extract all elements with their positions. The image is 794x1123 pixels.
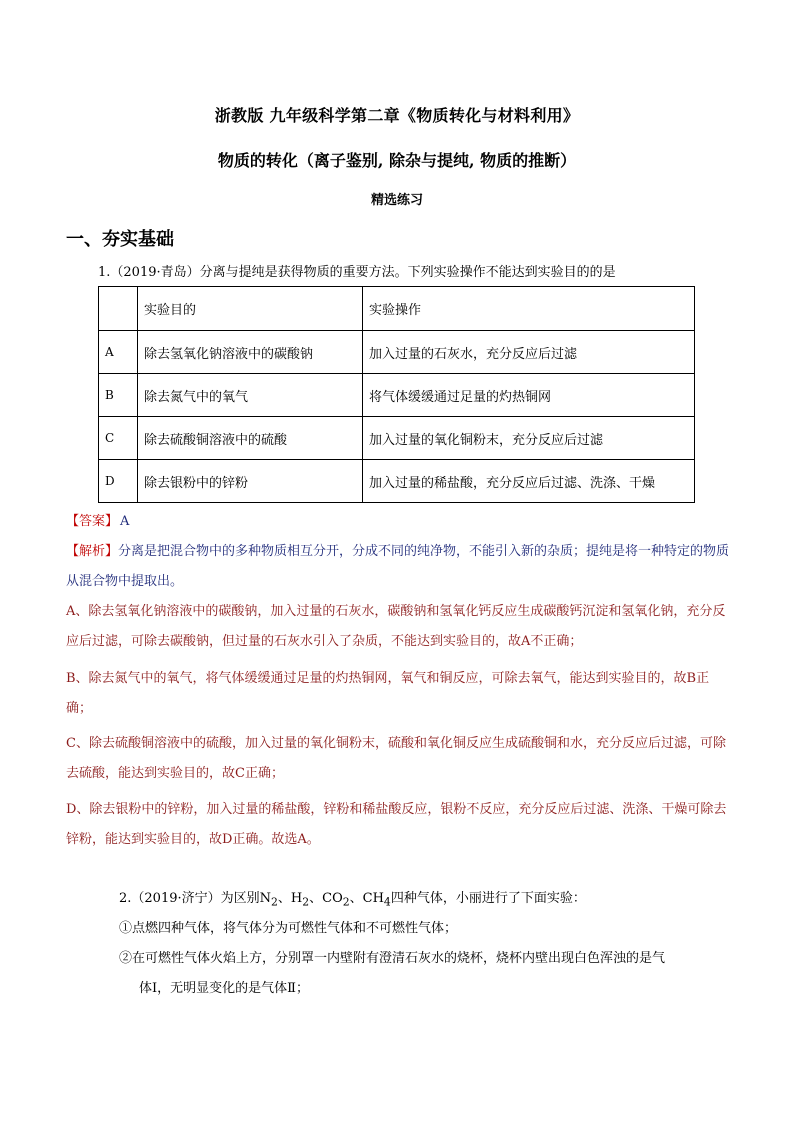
document-title: 浙教版 九年级科学第二章《物质转化与材料利用》 xyxy=(214,106,580,125)
table-cell: 加入过量的石灰水，充分反应后过滤 xyxy=(363,331,695,374)
question-2-stem xyxy=(119,884,586,918)
table-cell: 除去硫酸铜溶液中的硫酸 xyxy=(138,417,363,460)
analysis-option-a: A、除去氢氧化钠溶液中的碳酸钠，加入过量的石灰水，碳酸钠和氢氧化钙反应生成碳酸钙沉淀和氢氧化钠，充分反应后过滤，可除去碳酸钠，但过量的石灰水引入了杂质，不能达到实验目的，故A不正确； xyxy=(66,604,726,649)
table-cell: B xyxy=(99,374,138,417)
analysis-intro xyxy=(66,537,730,597)
table-header-row xyxy=(99,287,695,331)
table-row xyxy=(99,460,695,503)
analysis-option-d: D、除去银粉中的锌粉，加入过量的稀盐酸，锌粉和稀盐酸反应，银粉不反应，充分反应后过滤、洗涤、干燥可除去锌粉，能达到实验目的，故D正确。故选A。 xyxy=(66,802,727,847)
analysis-option-c: C、除去硫酸铜溶液中的硫酸，加入过量的氧化铜粉末，硫酸和氧化铜反应生成硫酸铜和水，充分反应后过滤，可除去硫酸，能达到实验目的，故C正确； xyxy=(66,736,726,781)
answer-value: A xyxy=(120,514,130,529)
gas-symbol: 、CO xyxy=(309,891,343,906)
gas-subscript: 2 xyxy=(302,895,310,909)
table-cell: D xyxy=(99,460,138,503)
gas-subscript: 2 xyxy=(342,895,350,909)
table-header-cell: 实验目的 xyxy=(138,287,363,331)
table-cell: 加入过量的氧化铜粉末，充分反应后过滤 xyxy=(363,417,695,460)
question-2-step-1: ①点燃四种气体，将气体分为可燃性气体和不可燃性气体； xyxy=(119,921,458,936)
experiment-table xyxy=(98,286,695,503)
gas-n2 xyxy=(259,891,278,909)
question-2-step-2-line-2: 体Ⅰ，无明显变化的是气体Ⅱ； xyxy=(139,981,309,996)
analysis-intro-text: 分离是把混合物中的多种物质相互分开，分成不同的纯净物，不能引入新的杂质；提纯是将一种特定的物质从混合物中提取出。 xyxy=(66,544,730,589)
gas-ch4 xyxy=(349,891,391,909)
table-header-cell: 实验操作 xyxy=(363,287,695,331)
gas-symbol: N xyxy=(259,891,271,906)
table-row xyxy=(99,331,695,374)
gas-co2 xyxy=(309,891,350,909)
analysis-label: 【解析】 xyxy=(66,544,119,559)
table-cell: C xyxy=(99,417,138,460)
document-tag: 精选练习 xyxy=(370,193,423,208)
table-cell: A xyxy=(99,331,138,374)
table-cell: 将气体缓缓通过足量的灼热铜网 xyxy=(363,374,695,417)
document-subtitle: 物质的转化（离子鉴别, 除杂与提纯, 物质的推断） xyxy=(217,151,577,170)
answer-label: 【答案】 xyxy=(66,514,119,529)
gas-symbol: 、H xyxy=(277,891,303,906)
table-row xyxy=(99,374,695,417)
question-2-prefix: 2.（2019·济宁）为区别 xyxy=(119,891,260,906)
gas-subscript: 4 xyxy=(383,895,391,909)
gas-h2 xyxy=(277,891,310,909)
table-cell: 加入过量的稀盐酸，充分反应后过滤、洗涤、干燥 xyxy=(363,460,695,503)
section-title: 一、夯实基础 xyxy=(66,229,174,250)
table-cell: 除去氢氧化钠溶液中的碳酸钠 xyxy=(138,331,363,374)
table-header-cell xyxy=(99,287,138,331)
gas-subscript: 2 xyxy=(271,895,278,909)
gas-symbol: 、CH xyxy=(349,891,384,906)
table-row xyxy=(99,417,695,460)
table-cell: 除去氮气中的氧气 xyxy=(138,374,363,417)
table-cell: 除去银粉中的锌粉 xyxy=(138,460,363,503)
answer-line xyxy=(66,510,129,529)
analysis-option-b: B、除去氮气中的氧气，将气体缓缓通过足量的灼热铜网，氧气和铜反应，可除去氧气，能达到实验目的，故B正确； xyxy=(66,671,710,716)
question-2-step-2-line-1: ②在可燃性气体火焰上方，分别罩一内壁附有澄清石灰水的烧杯，烧杯内壁出现白色浑浊的是气 xyxy=(119,951,666,966)
question-2-suffix: 四种气体，小丽进行了下面实验： xyxy=(390,891,586,906)
question-1-stem: 1.（2019·青岛）分离与提纯是获得物质的重要方法。下列实验操作不能达到实验目的的是 xyxy=(98,265,616,280)
